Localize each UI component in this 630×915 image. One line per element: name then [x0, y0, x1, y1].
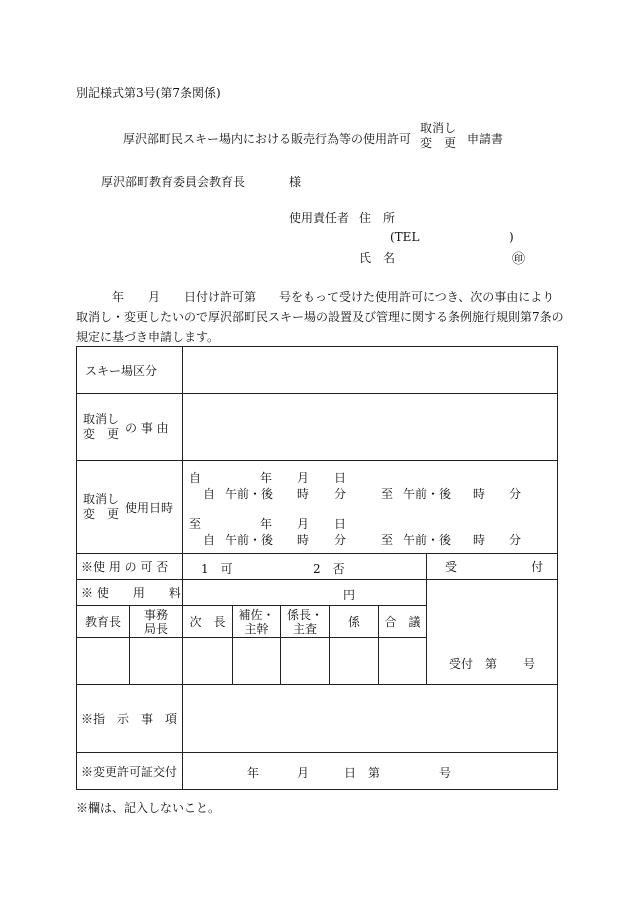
- footer-note: ※欄は、記入しないこと。: [76, 801, 221, 815]
- approver-header-secretariat-chief: 事務 局長: [130, 606, 183, 638]
- cert-label: ※変更許可証交付: [77, 753, 183, 790]
- date-from-marker: 自: [189, 471, 202, 485]
- form-id: 別記様式第3号(第7条関係): [76, 86, 221, 100]
- body-year: 年: [112, 290, 125, 304]
- body-line3: 規定に基づき申請します。: [76, 330, 220, 344]
- date-to-year: 年: [260, 517, 273, 531]
- ski-area-label-cell: [77, 347, 183, 394]
- approver-header-section-chief: 係長・ 主査: [281, 606, 330, 638]
- date-to-start-marker: 自: [203, 533, 216, 547]
- date-from-end-hour: 時: [473, 487, 486, 501]
- reason-label: の 事 由: [125, 420, 169, 435]
- applicant-tel-close: ): [509, 230, 514, 244]
- title-option-cancel: 取消し: [420, 121, 457, 135]
- body-month: 月: [148, 290, 161, 304]
- date-to-start-ampm: 午前・後: [225, 533, 274, 547]
- applicant-name-label: 氏 名: [359, 251, 396, 265]
- date-to-end-marker: 至: [381, 533, 394, 547]
- date-options: [83, 492, 119, 522]
- date-label-cell: [77, 461, 183, 554]
- date-label: 使用日時: [125, 500, 174, 515]
- seal-mark: ㊞: [512, 252, 526, 267]
- date-to-start-minute: 分: [334, 533, 347, 547]
- cert-go: 号: [439, 765, 452, 780]
- approver-header-deputy: 次 長: [183, 606, 233, 638]
- date-to-marker: 至: [189, 517, 202, 531]
- approver-stamp-section-chief[interactable]: [281, 638, 330, 685]
- date-from-end-ampm: 午前・後: [403, 487, 452, 501]
- approver-stamp-assistant[interactable]: [233, 638, 281, 685]
- date-to-end-minute: 分: [509, 533, 522, 547]
- date-from-start-marker: 自: [203, 487, 216, 501]
- permit-value-cell[interactable]: [183, 554, 427, 580]
- permit-no: 2 否: [313, 561, 345, 576]
- reason-value[interactable]: [183, 394, 558, 461]
- approver-stamp-deputy[interactable]: [183, 638, 233, 685]
- application-form-table: [76, 346, 558, 790]
- cert-value-cell[interactable]: [183, 753, 558, 790]
- body-line1: 号をもって受けた使用許可につき、次の事由により: [279, 290, 555, 304]
- date-from-year: 年: [260, 471, 273, 485]
- approver-stamp-staff[interactable]: [330, 638, 379, 685]
- applicant-role: 使用責任者: [289, 211, 350, 225]
- receipt-header-cell: [427, 554, 558, 580]
- applicant-tel-open: (TEL: [390, 230, 420, 244]
- approver-stamp-superintendent[interactable]: [77, 638, 130, 685]
- reason-option-cancel: 取消し: [83, 412, 120, 426]
- approver-header-superintendent: 教育長: [77, 606, 130, 638]
- date-to-end-hour: 時: [473, 533, 486, 547]
- ski-area-label: スキー場区分: [85, 363, 158, 378]
- fee-value-cell[interactable]: [183, 580, 427, 606]
- title-options: [420, 121, 456, 151]
- date-from-start-minute: 分: [334, 487, 347, 501]
- cert-month: 月: [297, 765, 310, 780]
- cert-year: 年: [247, 765, 260, 780]
- reason-options: [83, 412, 119, 442]
- permit-label: ※使 用 の 可 否: [77, 554, 183, 580]
- date-from-end-minute: 分: [509, 487, 522, 501]
- approver-stamp-secretariat-chief[interactable]: [130, 638, 183, 685]
- date-to-day: 日: [334, 517, 347, 531]
- receipt-stamp-cell[interactable]: [427, 580, 558, 685]
- approver-stamp-consultation[interactable]: [379, 638, 427, 685]
- ski-area-value[interactable]: [183, 347, 558, 394]
- applicant-address-label: 住 所: [359, 211, 396, 225]
- addressee-name: 厚沢部町教育委員会教育長: [101, 175, 246, 189]
- permit-yes: 1 可: [201, 561, 233, 576]
- approver-header-staff: 係: [330, 606, 379, 638]
- body-permit-date: 日付け許可第: [184, 290, 257, 304]
- body-line2: 取消し・変更したいので厚沢部町民スキー場の設置及び管理に関する条例施行規則第7条の: [76, 310, 564, 324]
- date-value-cell[interactable]: [183, 461, 558, 554]
- receipt-header-2: 付: [531, 560, 544, 574]
- title-main: 厚沢部町民スキー場内における販売行為等の使用許可: [123, 132, 412, 146]
- date-to-month: 月: [297, 517, 310, 531]
- date-to-end-ampm: 午前・後: [403, 533, 452, 547]
- fee-label: ※ 使 用 料: [77, 580, 183, 606]
- receipt-header-1: 受: [445, 560, 458, 574]
- receipt-number-prefix: 受付 第: [449, 657, 498, 671]
- fee-unit: 円: [343, 587, 356, 602]
- date-to-start-hour: 時: [297, 533, 310, 547]
- reason-option-change: 変 更: [83, 427, 120, 441]
- cert-day-number: 日 第: [344, 765, 381, 780]
- date-from-month: 月: [297, 471, 310, 485]
- title-suffix: 申請書: [467, 132, 504, 146]
- date-from-day: 日: [334, 471, 347, 485]
- reason-label-cell: [77, 394, 183, 461]
- date-from-start-ampm: 午前・後: [225, 487, 274, 501]
- approver-header-consultation: 合 議: [379, 606, 427, 638]
- approver-header-assistant: 補佐・ 主幹: [233, 606, 281, 638]
- instruction-label: ※指 示 事 項: [77, 685, 183, 753]
- instruction-value[interactable]: [183, 685, 558, 753]
- date-from-end-marker: 至: [381, 487, 394, 501]
- title-option-change: 変 更: [420, 136, 457, 150]
- date-option-change: 変 更: [83, 507, 120, 521]
- addressee-honorific: 様: [289, 175, 302, 189]
- date-from-start-hour: 時: [297, 487, 310, 501]
- receipt-number-suffix: 号: [523, 657, 536, 671]
- date-option-cancel: 取消し: [83, 492, 120, 506]
